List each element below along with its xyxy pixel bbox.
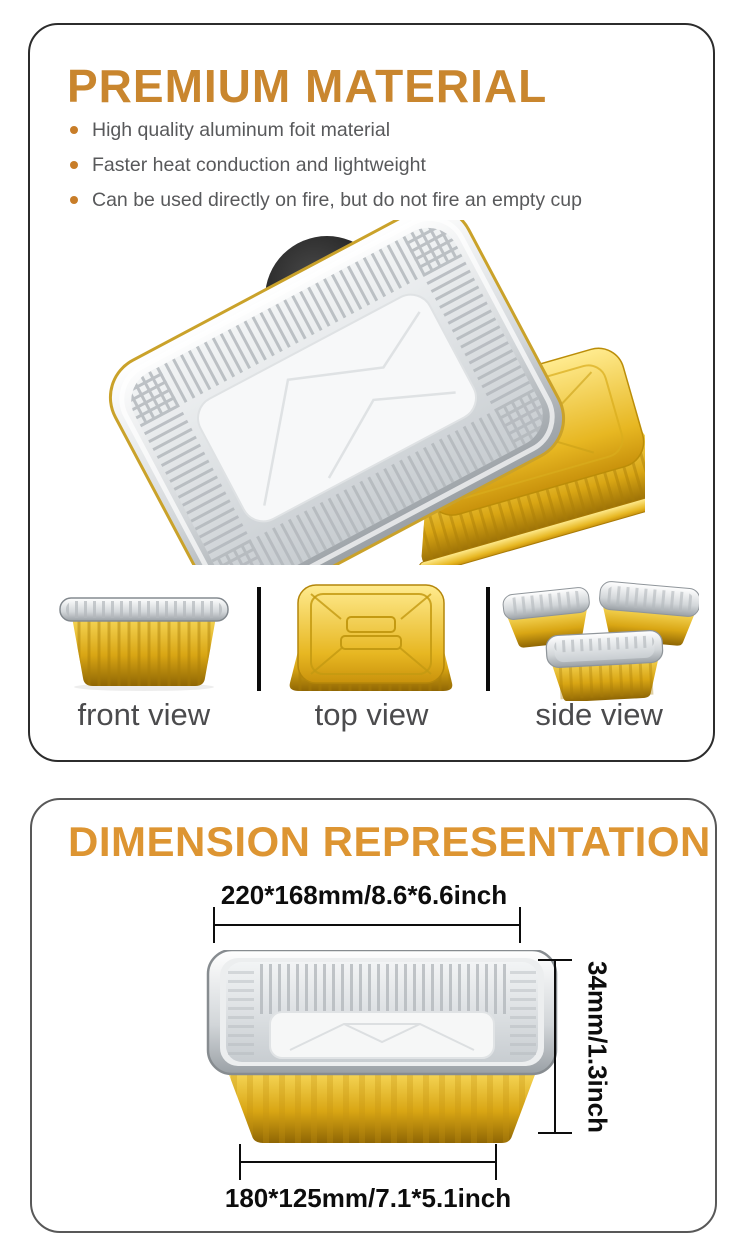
top-width-dimension-label: 220*168mm/8.6*6.6inch	[220, 880, 508, 910]
dimension-tick	[495, 1144, 497, 1180]
dimension-tick	[213, 907, 215, 943]
product-hero-image	[105, 220, 645, 565]
feature-text: Can be used directly on fire, but do not fire an empty cup	[92, 189, 582, 211]
dimension-tick	[519, 907, 521, 943]
view-front	[30, 583, 258, 733]
feature-text: Faster heat conduction and lightweight	[92, 154, 426, 176]
view-label: side view	[535, 697, 663, 732]
top-width-dimension-line	[214, 924, 520, 926]
dimension-product-image	[194, 950, 570, 1144]
feature-text: High quality aluminum foit material	[92, 119, 391, 141]
premium-material-panel	[28, 23, 715, 762]
dimension-panel	[30, 798, 717, 1233]
front-view-image	[54, 583, 234, 693]
dimension-cap	[538, 1132, 572, 1134]
dimension-tick	[239, 1144, 241, 1180]
top-view-image	[285, 583, 457, 693]
bullet-icon	[70, 196, 78, 204]
view-divider	[486, 587, 490, 691]
feature-item	[70, 189, 582, 211]
dimension-cap	[538, 959, 572, 961]
view-top	[258, 583, 486, 733]
view-side	[485, 583, 713, 733]
bullet-icon	[70, 126, 78, 134]
view-label: front view	[77, 697, 211, 732]
bottom-width-dimension-label: 180*125mm/7.1*5.1inch	[224, 1183, 512, 1213]
view-label: top view	[314, 697, 429, 732]
view-divider	[257, 587, 261, 691]
panel2-title: DIMENSION REPRESENTATION	[68, 818, 711, 865]
height-dimension-line	[554, 960, 556, 1134]
side-view-image	[499, 583, 699, 693]
feature-item	[70, 119, 582, 141]
height-dimension-label: 34mm/1.3inch	[582, 961, 613, 1133]
feature-item	[70, 154, 582, 176]
bullet-icon	[70, 161, 78, 169]
feature-list	[70, 119, 582, 224]
views-row	[30, 583, 713, 733]
bottom-width-dimension-line	[240, 1161, 497, 1163]
panel1-title: PREMIUM MATERIAL	[67, 60, 548, 112]
